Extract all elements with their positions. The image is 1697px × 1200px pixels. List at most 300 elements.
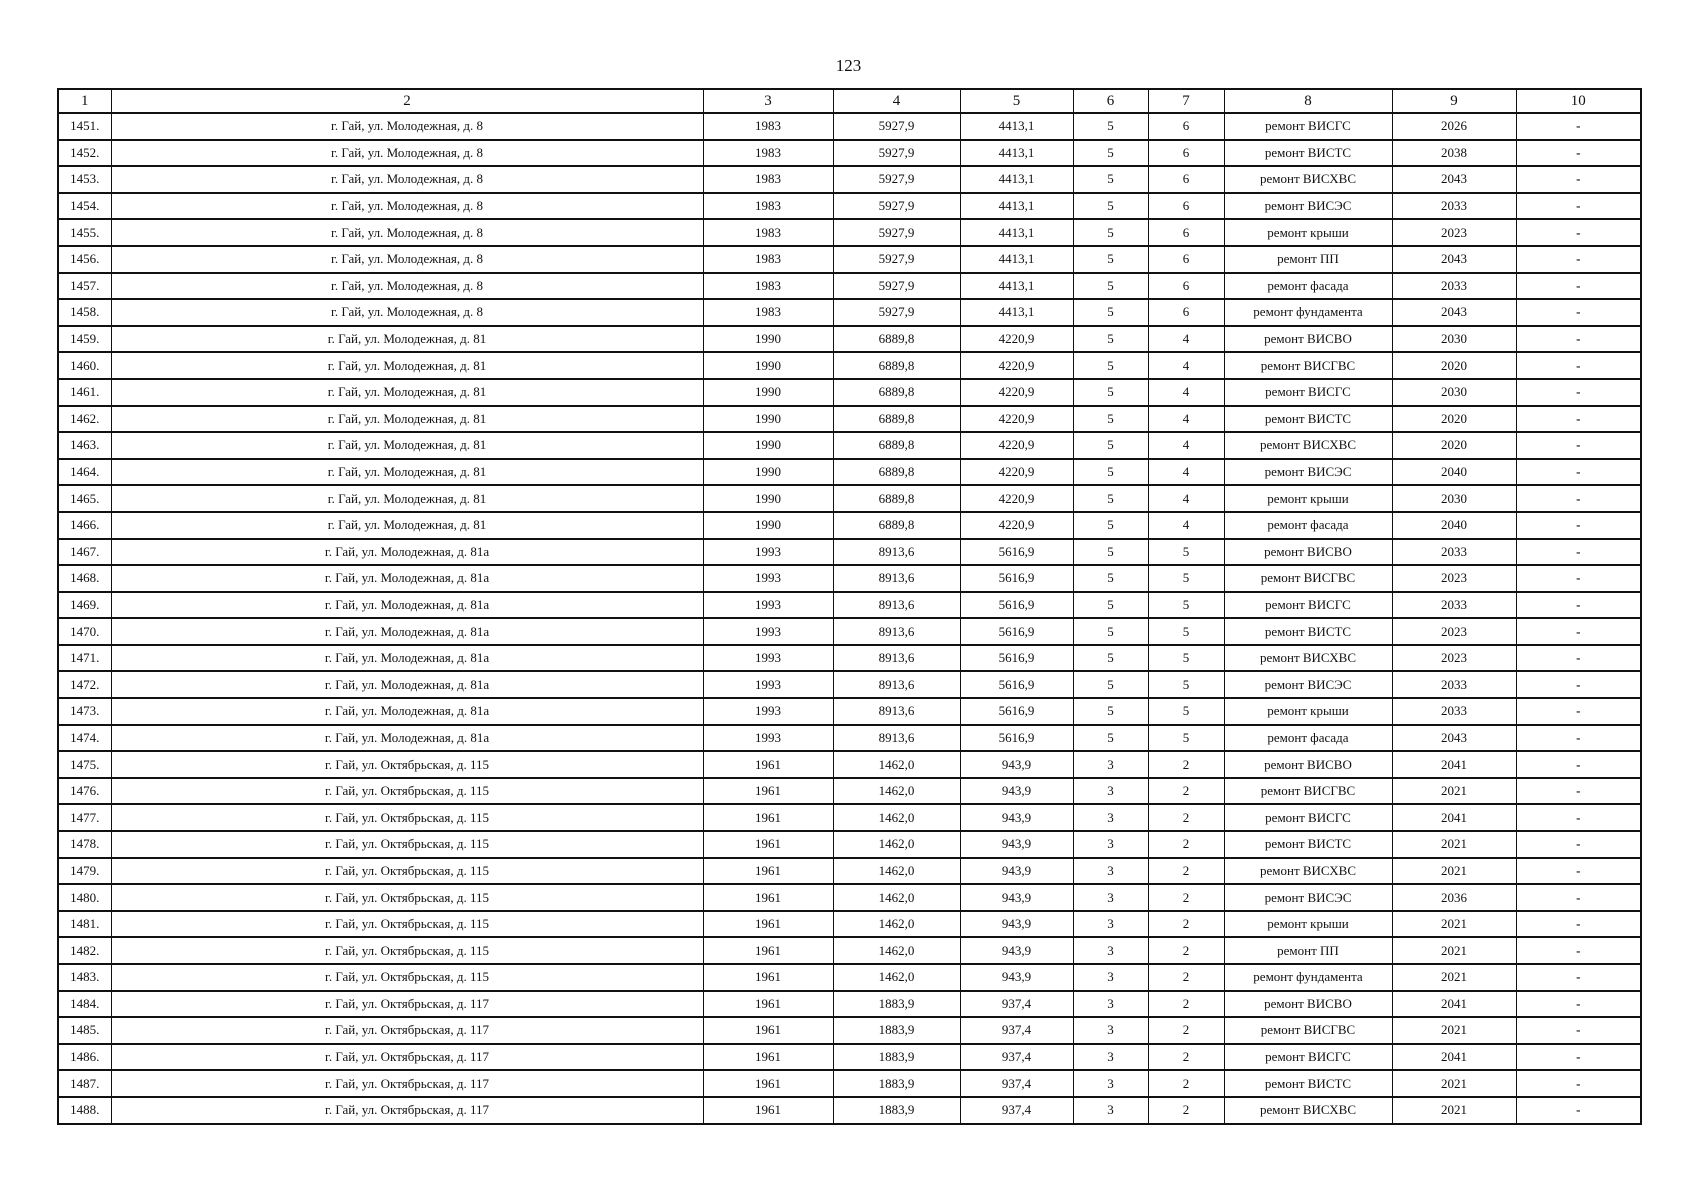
cell-total-area: 8913,6 bbox=[833, 565, 960, 592]
cell-address: г. Гай, ул. Молодежная, д. 81 bbox=[111, 485, 703, 512]
column-header-7: 7 bbox=[1148, 89, 1224, 113]
cell-floors: 5 bbox=[1073, 326, 1148, 353]
cell-work-type: ремонт ВИСГВС bbox=[1224, 1017, 1392, 1044]
cell-work-type: ремонт крыши bbox=[1224, 911, 1392, 938]
cell-living-area: 943,9 bbox=[960, 937, 1073, 964]
cell-planned-year: 2041 bbox=[1392, 1044, 1516, 1071]
cell-address: г. Гай, ул. Молодежная, д. 81а bbox=[111, 698, 703, 725]
table-row bbox=[58, 592, 1641, 619]
cell-year-built: 1961 bbox=[703, 751, 833, 778]
cell-work-type: ремонт ВИСТС bbox=[1224, 1070, 1392, 1097]
table-row bbox=[58, 884, 1641, 911]
table-row bbox=[58, 485, 1641, 512]
table-row bbox=[58, 352, 1641, 379]
cell-address: г. Гай, ул. Октябрьская, д. 115 bbox=[111, 937, 703, 964]
table-row bbox=[58, 273, 1641, 300]
cell-planned-year: 2040 bbox=[1392, 512, 1516, 539]
cell-year-built: 1990 bbox=[703, 352, 833, 379]
cell-year-built: 1961 bbox=[703, 991, 833, 1018]
cell-year-built: 1990 bbox=[703, 459, 833, 486]
cell-total-area: 1462,0 bbox=[833, 858, 960, 885]
cell-row-number: 1468. bbox=[58, 565, 111, 592]
cell-address: г. Гай, ул. Молодежная, д. 81а bbox=[111, 618, 703, 645]
cell-note: - bbox=[1516, 751, 1641, 778]
cell-floors: 3 bbox=[1073, 1097, 1148, 1124]
cell-floors: 3 bbox=[1073, 937, 1148, 964]
cell-planned-year: 2033 bbox=[1392, 671, 1516, 698]
cell-entrances: 6 bbox=[1148, 219, 1224, 246]
cell-row-number: 1477. bbox=[58, 804, 111, 831]
cell-living-area: 4413,1 bbox=[960, 299, 1073, 326]
cell-living-area: 4220,9 bbox=[960, 379, 1073, 406]
cell-year-built: 1961 bbox=[703, 1044, 833, 1071]
cell-total-area: 5927,9 bbox=[833, 140, 960, 167]
cell-entrances: 5 bbox=[1148, 698, 1224, 725]
cell-note: - bbox=[1516, 671, 1641, 698]
cell-work-type: ремонт ВИСЭС bbox=[1224, 671, 1392, 698]
cell-address: г. Гай, ул. Октябрьская, д. 117 bbox=[111, 1097, 703, 1124]
cell-total-area: 1883,9 bbox=[833, 991, 960, 1018]
cell-row-number: 1487. bbox=[58, 1070, 111, 1097]
cell-work-type: ремонт ВИСГС bbox=[1224, 1044, 1392, 1071]
cell-entrances: 2 bbox=[1148, 991, 1224, 1018]
cell-planned-year: 2020 bbox=[1392, 406, 1516, 433]
cell-floors: 5 bbox=[1073, 645, 1148, 672]
cell-planned-year: 2030 bbox=[1392, 485, 1516, 512]
cell-work-type: ремонт ВИСТС bbox=[1224, 618, 1392, 645]
cell-entrances: 2 bbox=[1148, 1044, 1224, 1071]
cell-year-built: 1961 bbox=[703, 1017, 833, 1044]
cell-note: - bbox=[1516, 459, 1641, 486]
cell-note: - bbox=[1516, 831, 1641, 858]
cell-floors: 5 bbox=[1073, 352, 1148, 379]
cell-note: - bbox=[1516, 858, 1641, 885]
cell-row-number: 1452. bbox=[58, 140, 111, 167]
cell-planned-year: 2041 bbox=[1392, 804, 1516, 831]
column-header-2: 2 bbox=[111, 89, 703, 113]
cell-work-type: ремонт ВИСГВС bbox=[1224, 352, 1392, 379]
cell-row-number: 1474. bbox=[58, 725, 111, 752]
cell-work-type: ремонт фундамента bbox=[1224, 299, 1392, 326]
cell-year-built: 1990 bbox=[703, 485, 833, 512]
cell-work-type: ремонт ВИСТС bbox=[1224, 406, 1392, 433]
cell-living-area: 943,9 bbox=[960, 911, 1073, 938]
cell-planned-year: 2036 bbox=[1392, 884, 1516, 911]
cell-year-built: 1990 bbox=[703, 379, 833, 406]
cell-living-area: 4220,9 bbox=[960, 485, 1073, 512]
cell-living-area: 4413,1 bbox=[960, 273, 1073, 300]
cell-work-type: ремонт ВИСТС bbox=[1224, 140, 1392, 167]
cell-note: - bbox=[1516, 246, 1641, 273]
cell-total-area: 1462,0 bbox=[833, 937, 960, 964]
cell-entrances: 6 bbox=[1148, 113, 1224, 140]
cell-work-type: ремонт ВИСХВС bbox=[1224, 166, 1392, 193]
page-number: 123 bbox=[835, 56, 862, 75]
column-header-8: 8 bbox=[1224, 89, 1392, 113]
cell-entrances: 2 bbox=[1148, 804, 1224, 831]
cell-planned-year: 2043 bbox=[1392, 166, 1516, 193]
cell-planned-year: 2033 bbox=[1392, 193, 1516, 220]
cell-work-type: ремонт фасада bbox=[1224, 512, 1392, 539]
cell-total-area: 6889,8 bbox=[833, 485, 960, 512]
cell-row-number: 1453. bbox=[58, 166, 111, 193]
cell-total-area: 6889,8 bbox=[833, 326, 960, 353]
cell-total-area: 1462,0 bbox=[833, 911, 960, 938]
cell-address: г. Гай, ул. Октябрьская, д. 115 bbox=[111, 884, 703, 911]
table-row bbox=[58, 1017, 1641, 1044]
cell-entrances: 4 bbox=[1148, 432, 1224, 459]
cell-living-area: 4220,9 bbox=[960, 432, 1073, 459]
cell-note: - bbox=[1516, 326, 1641, 353]
cell-total-area: 8913,6 bbox=[833, 618, 960, 645]
cell-row-number: 1475. bbox=[58, 751, 111, 778]
table-row bbox=[58, 140, 1641, 167]
cell-floors: 5 bbox=[1073, 592, 1148, 619]
cell-floors: 3 bbox=[1073, 858, 1148, 885]
cell-note: - bbox=[1516, 219, 1641, 246]
cell-total-area: 1883,9 bbox=[833, 1017, 960, 1044]
cell-address: г. Гай, ул. Молодежная, д. 81 bbox=[111, 326, 703, 353]
cell-row-number: 1458. bbox=[58, 299, 111, 326]
cell-year-built: 1983 bbox=[703, 166, 833, 193]
cell-living-area: 4220,9 bbox=[960, 352, 1073, 379]
cell-address: г. Гай, ул. Молодежная, д. 8 bbox=[111, 166, 703, 193]
cell-entrances: 2 bbox=[1148, 964, 1224, 991]
cell-row-number: 1480. bbox=[58, 884, 111, 911]
cell-entrances: 2 bbox=[1148, 751, 1224, 778]
cell-row-number: 1472. bbox=[58, 671, 111, 698]
cell-work-type: ремонт ВИСВО bbox=[1224, 991, 1392, 1018]
cell-floors: 5 bbox=[1073, 565, 1148, 592]
cell-planned-year: 2038 bbox=[1392, 140, 1516, 167]
table-row bbox=[58, 1097, 1641, 1124]
cell-entrances: 6 bbox=[1148, 246, 1224, 273]
cell-year-built: 1993 bbox=[703, 539, 833, 566]
cell-floors: 3 bbox=[1073, 804, 1148, 831]
table-row bbox=[58, 645, 1641, 672]
cell-entrances: 2 bbox=[1148, 937, 1224, 964]
cell-planned-year: 2023 bbox=[1392, 565, 1516, 592]
cell-address: г. Гай, ул. Молодежная, д. 81 bbox=[111, 459, 703, 486]
cell-note: - bbox=[1516, 937, 1641, 964]
cell-note: - bbox=[1516, 698, 1641, 725]
cell-total-area: 1462,0 bbox=[833, 831, 960, 858]
cell-living-area: 943,9 bbox=[960, 858, 1073, 885]
table-row bbox=[58, 698, 1641, 725]
cell-note: - bbox=[1516, 725, 1641, 752]
cell-year-built: 1983 bbox=[703, 193, 833, 220]
cell-floors: 3 bbox=[1073, 1070, 1148, 1097]
cell-row-number: 1479. bbox=[58, 858, 111, 885]
cell-address: г. Гай, ул. Октябрьская, д. 115 bbox=[111, 911, 703, 938]
cell-floors: 3 bbox=[1073, 1017, 1148, 1044]
cell-address: г. Гай, ул. Молодежная, д. 8 bbox=[111, 219, 703, 246]
cell-floors: 3 bbox=[1073, 751, 1148, 778]
cell-floors: 3 bbox=[1073, 1044, 1148, 1071]
cell-planned-year: 2021 bbox=[1392, 778, 1516, 805]
cell-work-type: ремонт ПП bbox=[1224, 246, 1392, 273]
cell-total-area: 1462,0 bbox=[833, 778, 960, 805]
table-row bbox=[58, 379, 1641, 406]
cell-entrances: 5 bbox=[1148, 725, 1224, 752]
cell-floors: 5 bbox=[1073, 379, 1148, 406]
cell-living-area: 5616,9 bbox=[960, 539, 1073, 566]
cell-living-area: 4413,1 bbox=[960, 246, 1073, 273]
cell-floors: 5 bbox=[1073, 273, 1148, 300]
cell-planned-year: 2021 bbox=[1392, 831, 1516, 858]
cell-address: г. Гай, ул. Октябрьская, д. 115 bbox=[111, 831, 703, 858]
cell-note: - bbox=[1516, 406, 1641, 433]
cell-year-built: 1961 bbox=[703, 831, 833, 858]
cell-total-area: 6889,8 bbox=[833, 379, 960, 406]
table-row bbox=[58, 671, 1641, 698]
cell-entrances: 2 bbox=[1148, 911, 1224, 938]
cell-note: - bbox=[1516, 485, 1641, 512]
cell-year-built: 1961 bbox=[703, 1097, 833, 1124]
cell-living-area: 937,4 bbox=[960, 1044, 1073, 1071]
cell-work-type: ремонт ВИСХВС bbox=[1224, 645, 1392, 672]
cell-total-area: 5927,9 bbox=[833, 193, 960, 220]
cell-total-area: 5927,9 bbox=[833, 246, 960, 273]
cell-floors: 5 bbox=[1073, 299, 1148, 326]
cell-total-area: 8913,6 bbox=[833, 671, 960, 698]
cell-note: - bbox=[1516, 1044, 1641, 1071]
cell-total-area: 8913,6 bbox=[833, 698, 960, 725]
cell-address: г. Гай, ул. Молодежная, д. 8 bbox=[111, 246, 703, 273]
table-row bbox=[58, 193, 1641, 220]
cell-planned-year: 2040 bbox=[1392, 459, 1516, 486]
cell-row-number: 1459. bbox=[58, 326, 111, 353]
table-row bbox=[58, 778, 1641, 805]
cell-row-number: 1466. bbox=[58, 512, 111, 539]
cell-year-built: 1993 bbox=[703, 645, 833, 672]
cell-note: - bbox=[1516, 778, 1641, 805]
table-row bbox=[58, 113, 1641, 140]
cell-note: - bbox=[1516, 512, 1641, 539]
cell-total-area: 8913,6 bbox=[833, 539, 960, 566]
cell-living-area: 5616,9 bbox=[960, 645, 1073, 672]
cell-work-type: ремонт ВИСГС bbox=[1224, 804, 1392, 831]
cell-note: - bbox=[1516, 432, 1641, 459]
cell-row-number: 1463. bbox=[58, 432, 111, 459]
cell-floors: 5 bbox=[1073, 219, 1148, 246]
cell-year-built: 1990 bbox=[703, 432, 833, 459]
cell-year-built: 1961 bbox=[703, 778, 833, 805]
cell-year-built: 1993 bbox=[703, 671, 833, 698]
cell-work-type: ремонт крыши bbox=[1224, 485, 1392, 512]
cell-living-area: 5616,9 bbox=[960, 671, 1073, 698]
table-row bbox=[58, 964, 1641, 991]
cell-planned-year: 2020 bbox=[1392, 352, 1516, 379]
cell-total-area: 1462,0 bbox=[833, 964, 960, 991]
cell-row-number: 1485. bbox=[58, 1017, 111, 1044]
repair-schedule-table bbox=[57, 88, 1642, 1125]
cell-floors: 5 bbox=[1073, 671, 1148, 698]
cell-address: г. Гай, ул. Молодежная, д. 8 bbox=[111, 273, 703, 300]
cell-note: - bbox=[1516, 592, 1641, 619]
table-row bbox=[58, 618, 1641, 645]
cell-note: - bbox=[1516, 140, 1641, 167]
table-row bbox=[58, 299, 1641, 326]
table-row bbox=[58, 858, 1641, 885]
cell-work-type: ремонт ВИСГВС bbox=[1224, 565, 1392, 592]
cell-total-area: 5927,9 bbox=[833, 219, 960, 246]
table-row bbox=[58, 326, 1641, 353]
cell-planned-year: 2020 bbox=[1392, 432, 1516, 459]
cell-total-area: 8913,6 bbox=[833, 592, 960, 619]
cell-total-area: 6889,8 bbox=[833, 352, 960, 379]
table-row bbox=[58, 406, 1641, 433]
cell-floors: 5 bbox=[1073, 246, 1148, 273]
cell-living-area: 4220,9 bbox=[960, 326, 1073, 353]
table-row bbox=[58, 459, 1641, 486]
cell-work-type: ремонт ВИСГС bbox=[1224, 113, 1392, 140]
cell-entrances: 2 bbox=[1148, 858, 1224, 885]
cell-living-area: 4413,1 bbox=[960, 193, 1073, 220]
cell-entrances: 2 bbox=[1148, 831, 1224, 858]
cell-floors: 3 bbox=[1073, 831, 1148, 858]
cell-row-number: 1451. bbox=[58, 113, 111, 140]
cell-address: г. Гай, ул. Октябрьская, д. 117 bbox=[111, 1017, 703, 1044]
cell-planned-year: 2021 bbox=[1392, 937, 1516, 964]
column-header-1: 1 bbox=[58, 89, 111, 113]
cell-total-area: 8913,6 bbox=[833, 725, 960, 752]
cell-floors: 3 bbox=[1073, 778, 1148, 805]
cell-row-number: 1457. bbox=[58, 273, 111, 300]
cell-row-number: 1481. bbox=[58, 911, 111, 938]
cell-planned-year: 2043 bbox=[1392, 299, 1516, 326]
cell-floors: 5 bbox=[1073, 432, 1148, 459]
cell-total-area: 6889,8 bbox=[833, 459, 960, 486]
cell-entrances: 4 bbox=[1148, 459, 1224, 486]
cell-year-built: 1983 bbox=[703, 273, 833, 300]
cell-floors: 5 bbox=[1073, 485, 1148, 512]
cell-planned-year: 2023 bbox=[1392, 219, 1516, 246]
table-row bbox=[58, 804, 1641, 831]
cell-planned-year: 2021 bbox=[1392, 911, 1516, 938]
cell-planned-year: 2021 bbox=[1392, 1070, 1516, 1097]
cell-address: г. Гай, ул. Октябрьская, д. 117 bbox=[111, 991, 703, 1018]
cell-floors: 5 bbox=[1073, 698, 1148, 725]
cell-living-area: 4413,1 bbox=[960, 113, 1073, 140]
cell-living-area: 4220,9 bbox=[960, 406, 1073, 433]
cell-entrances: 5 bbox=[1148, 539, 1224, 566]
cell-note: - bbox=[1516, 645, 1641, 672]
cell-entrances: 6 bbox=[1148, 299, 1224, 326]
cell-work-type: ремонт ВИСГС bbox=[1224, 379, 1392, 406]
table-row bbox=[58, 219, 1641, 246]
cell-address: г. Гай, ул. Молодежная, д. 81а bbox=[111, 725, 703, 752]
cell-work-type: ремонт ВИСГС bbox=[1224, 592, 1392, 619]
cell-address: г. Гай, ул. Молодежная, д. 81а bbox=[111, 671, 703, 698]
cell-address: г. Гай, ул. Молодежная, д. 8 bbox=[111, 299, 703, 326]
cell-address: г. Гай, ул. Молодежная, д. 8 bbox=[111, 113, 703, 140]
cell-entrances: 5 bbox=[1148, 618, 1224, 645]
cell-planned-year: 2030 bbox=[1392, 326, 1516, 353]
cell-total-area: 1883,9 bbox=[833, 1097, 960, 1124]
cell-work-type: ремонт фасада bbox=[1224, 725, 1392, 752]
cell-year-built: 1983 bbox=[703, 246, 833, 273]
cell-living-area: 4413,1 bbox=[960, 166, 1073, 193]
cell-total-area: 1462,0 bbox=[833, 751, 960, 778]
cell-address: г. Гай, ул. Октябрьская, д. 117 bbox=[111, 1070, 703, 1097]
cell-work-type: ремонт фундамента bbox=[1224, 964, 1392, 991]
cell-row-number: 1476. bbox=[58, 778, 111, 805]
cell-row-number: 1464. bbox=[58, 459, 111, 486]
cell-address: г. Гай, ул. Молодежная, д. 81 bbox=[111, 406, 703, 433]
cell-entrances: 2 bbox=[1148, 1097, 1224, 1124]
cell-entrances: 4 bbox=[1148, 326, 1224, 353]
cell-floors: 5 bbox=[1073, 113, 1148, 140]
cell-year-built: 1983 bbox=[703, 299, 833, 326]
cell-work-type: ремонт ВИСВО bbox=[1224, 326, 1392, 353]
cell-planned-year: 2041 bbox=[1392, 751, 1516, 778]
cell-work-type: ремонт крыши bbox=[1224, 219, 1392, 246]
cell-row-number: 1461. bbox=[58, 379, 111, 406]
table-row bbox=[58, 565, 1641, 592]
cell-note: - bbox=[1516, 1097, 1641, 1124]
cell-planned-year: 2033 bbox=[1392, 539, 1516, 566]
cell-row-number: 1478. bbox=[58, 831, 111, 858]
cell-work-type: ремонт ВИСХВС bbox=[1224, 858, 1392, 885]
cell-living-area: 943,9 bbox=[960, 751, 1073, 778]
cell-entrances: 5 bbox=[1148, 645, 1224, 672]
cell-address: г. Гай, ул. Октябрьская, д. 115 bbox=[111, 751, 703, 778]
cell-address: г. Гай, ул. Молодежная, д. 81 bbox=[111, 432, 703, 459]
cell-entrances: 5 bbox=[1148, 671, 1224, 698]
cell-living-area: 4413,1 bbox=[960, 140, 1073, 167]
table-row bbox=[58, 512, 1641, 539]
cell-floors: 5 bbox=[1073, 193, 1148, 220]
cell-year-built: 1990 bbox=[703, 512, 833, 539]
cell-floors: 3 bbox=[1073, 911, 1148, 938]
cell-address: г. Гай, ул. Молодежная, д. 8 bbox=[111, 193, 703, 220]
cell-note: - bbox=[1516, 804, 1641, 831]
cell-floors: 5 bbox=[1073, 406, 1148, 433]
table-row bbox=[58, 166, 1641, 193]
cell-living-area: 5616,9 bbox=[960, 725, 1073, 752]
cell-note: - bbox=[1516, 991, 1641, 1018]
cell-floors: 5 bbox=[1073, 459, 1148, 486]
cell-planned-year: 2033 bbox=[1392, 592, 1516, 619]
cell-total-area: 5927,9 bbox=[833, 273, 960, 300]
cell-living-area: 943,9 bbox=[960, 884, 1073, 911]
cell-total-area: 6889,8 bbox=[833, 432, 960, 459]
cell-row-number: 1455. bbox=[58, 219, 111, 246]
cell-work-type: ремонт ВИСГВС bbox=[1224, 778, 1392, 805]
cell-note: - bbox=[1516, 166, 1641, 193]
cell-work-type: ремонт ВИСТС bbox=[1224, 831, 1392, 858]
cell-floors: 5 bbox=[1073, 140, 1148, 167]
cell-work-type: ремонт ПП bbox=[1224, 937, 1392, 964]
cell-planned-year: 2023 bbox=[1392, 645, 1516, 672]
cell-living-area: 4220,9 bbox=[960, 459, 1073, 486]
column-header-9: 9 bbox=[1392, 89, 1516, 113]
cell-entrances: 6 bbox=[1148, 193, 1224, 220]
table-row bbox=[58, 751, 1641, 778]
cell-note: - bbox=[1516, 113, 1641, 140]
cell-work-type: ремонт ВИСВО bbox=[1224, 751, 1392, 778]
cell-row-number: 1462. bbox=[58, 406, 111, 433]
cell-planned-year: 2021 bbox=[1392, 964, 1516, 991]
cell-address: г. Гай, ул. Молодежная, д. 81 bbox=[111, 352, 703, 379]
cell-living-area: 5616,9 bbox=[960, 565, 1073, 592]
cell-planned-year: 2021 bbox=[1392, 1017, 1516, 1044]
cell-planned-year: 2043 bbox=[1392, 246, 1516, 273]
cell-entrances: 5 bbox=[1148, 592, 1224, 619]
table-row bbox=[58, 911, 1641, 938]
cell-year-built: 1961 bbox=[703, 884, 833, 911]
